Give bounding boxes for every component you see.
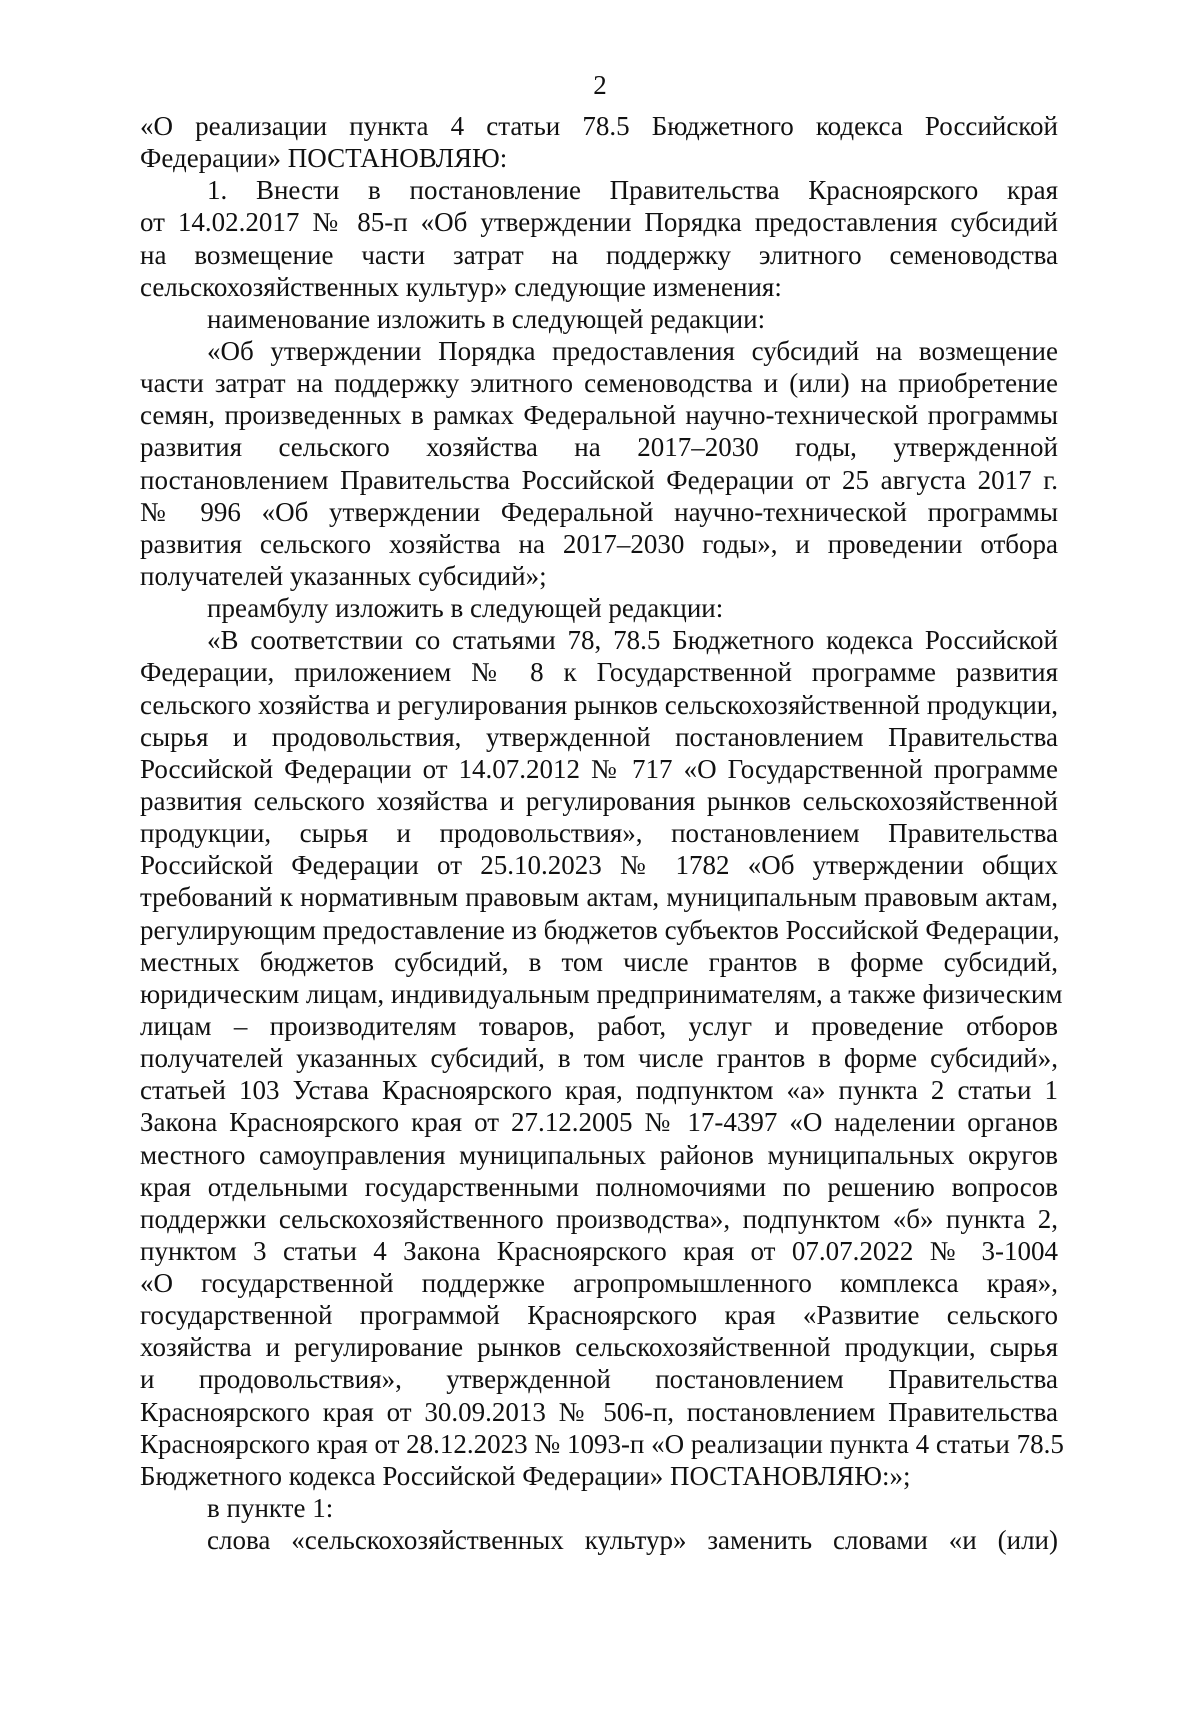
text-line: местного самоуправления муниципальных районов муниципальных округов: [140, 1139, 1058, 1170]
text-line: местных бюджетов субсидий, в том числе грантов в форме субсидий,: [140, 946, 1058, 977]
text-line: хозяйства и регулирование рынков сельскохозяйственной продукции, сырья: [140, 1332, 1058, 1363]
text-line: на возмещение части затрат на поддержку элитного семеноводства: [140, 239, 1058, 270]
text-line: Федерации» ПОСТАНОВЛЯЮ:: [140, 143, 508, 174]
text-line: в пункте 1:: [207, 1493, 334, 1524]
paragraph: [140, 110, 1058, 174]
page-number: 2: [593, 70, 607, 100]
text-line: сельскохозяйственных культур» следующие изменения:: [140, 271, 782, 302]
paragraph: [140, 174, 1058, 303]
text-line: преамбулу изложить в следующей редакции:: [207, 593, 724, 624]
text-line: наименование изложить в следующей редакции:: [207, 303, 766, 334]
paragraph: [140, 624, 1064, 1492]
text-line: Красноярского края от 28.12.2023 № 1093-п «О реализации пункта 4 статьи 78.5: [140, 1428, 1064, 1459]
text-line: развития сельского хозяйства на 2017–2030 годы», и проведении отбора: [140, 528, 1058, 559]
paragraph: [140, 1492, 1058, 1524]
text-line: требований к нормативным правовым актам, муниципальным правовым актам,: [140, 882, 1058, 913]
text-line: развития сельского хозяйства на 2017–2030 годы, утвержденной: [140, 432, 1058, 463]
paragraph: [140, 335, 1058, 592]
text-line: поддержки сельскохозяйственного производства», подпунктом «б» пункта 2,: [140, 1203, 1058, 1234]
text-line: слова «сельскохозяйственных культур» заменить словами «и (или): [207, 1525, 1058, 1556]
text-line: и продовольствия», утвержденной постановлением Правительства: [140, 1364, 1058, 1395]
paragraph: [140, 592, 1058, 624]
text-line: части затрат на поддержку элитного семеноводства и (или) на приобретение: [140, 368, 1058, 399]
text-line: юридическим лицам, индивидуальным предпринимателям, а также физическим: [140, 978, 1063, 1009]
text-line: Бюджетного кодекса Российской Федерации» ПОСТАНОВЛЯЮ:»;: [140, 1460, 911, 1491]
text-line: «О государственной поддержке агропромышленного комплекса края»,: [140, 1268, 1058, 1299]
paragraph: [140, 303, 1058, 335]
text-line: «Об утверждении Порядка предоставления субсидий на возмещение: [207, 335, 1058, 366]
text-line: Федерации, приложением № 8 к Государственной программе развития: [140, 657, 1058, 688]
text-line: от 14.02.2017 № 85-п «Об утверждении Порядка предоставления субсидий: [140, 207, 1058, 238]
text-line: «В соответствии со статьями 78, 78.5 Бюджетного кодекса Российской: [207, 625, 1058, 656]
document-body: [140, 110, 1064, 1556]
text-line: регулирующим предоставление из бюджетов субъектов Российской Федерации,: [140, 914, 1060, 945]
text-line: постановлением Правительства Российской Федерации от 25 августа 2017 г.: [140, 464, 1058, 495]
text-line: семян, произведенных в рамках Федеральной научно-технической программы: [140, 400, 1058, 431]
text-line: Российской Федерации от 25.10.2023 № 1782 «Об утверждении общих: [140, 850, 1058, 881]
text-line: Российской Федерации от 14.07.2012 № 717 «О Государственной программе: [140, 753, 1058, 784]
text-line: лицам – производителям товаров, работ, услуг и проведение отборов: [140, 1010, 1058, 1041]
text-line: сельского хозяйства и регулирования рынков сельскохозяйственной продукции,: [140, 689, 1058, 720]
text-line: государственной программой Красноярского края «Развитие сельского: [140, 1300, 1058, 1331]
text-line: сырья и продовольствия, утвержденной постановлением Правительства: [140, 721, 1058, 752]
paragraph: [140, 1524, 1058, 1556]
text-line: продукции, сырья и продовольствия», постановлением Правительства: [140, 818, 1058, 849]
text-line: получателей указанных субсидий»;: [140, 560, 547, 591]
text-line: края отдельными государственными полномочиями по решению вопросов: [140, 1171, 1058, 1202]
text-line: 1. Внести в постановление Правительства Красноярского края: [207, 175, 1058, 206]
text-line: получателей указанных субсидий, в том числе грантов в форме субсидий»,: [140, 1043, 1058, 1074]
text-line: Красноярского края от 30.09.2013 № 506-п, постановлением Правительства: [140, 1396, 1058, 1427]
text-line: «О реализации пункта 4 статьи 78.5 Бюджетного кодекса Российской: [140, 111, 1058, 141]
text-line: Закона Красноярского края от 27.12.2005 № 17-4397 «О наделении органов: [140, 1107, 1058, 1138]
text-line: № 996 «Об утверждении Федеральной научно-технической программы: [140, 496, 1058, 527]
text-line: развития сельского хозяйства и регулирования рынков сельскохозяйственной: [140, 785, 1058, 816]
text-line: статьей 103 Устава Красноярского края, подпунктом «а» пункта 2 статьи 1: [140, 1075, 1058, 1106]
text-line: пунктом 3 статьи 4 Закона Красноярского края от 07.07.2022 № 3-1004: [140, 1235, 1058, 1266]
